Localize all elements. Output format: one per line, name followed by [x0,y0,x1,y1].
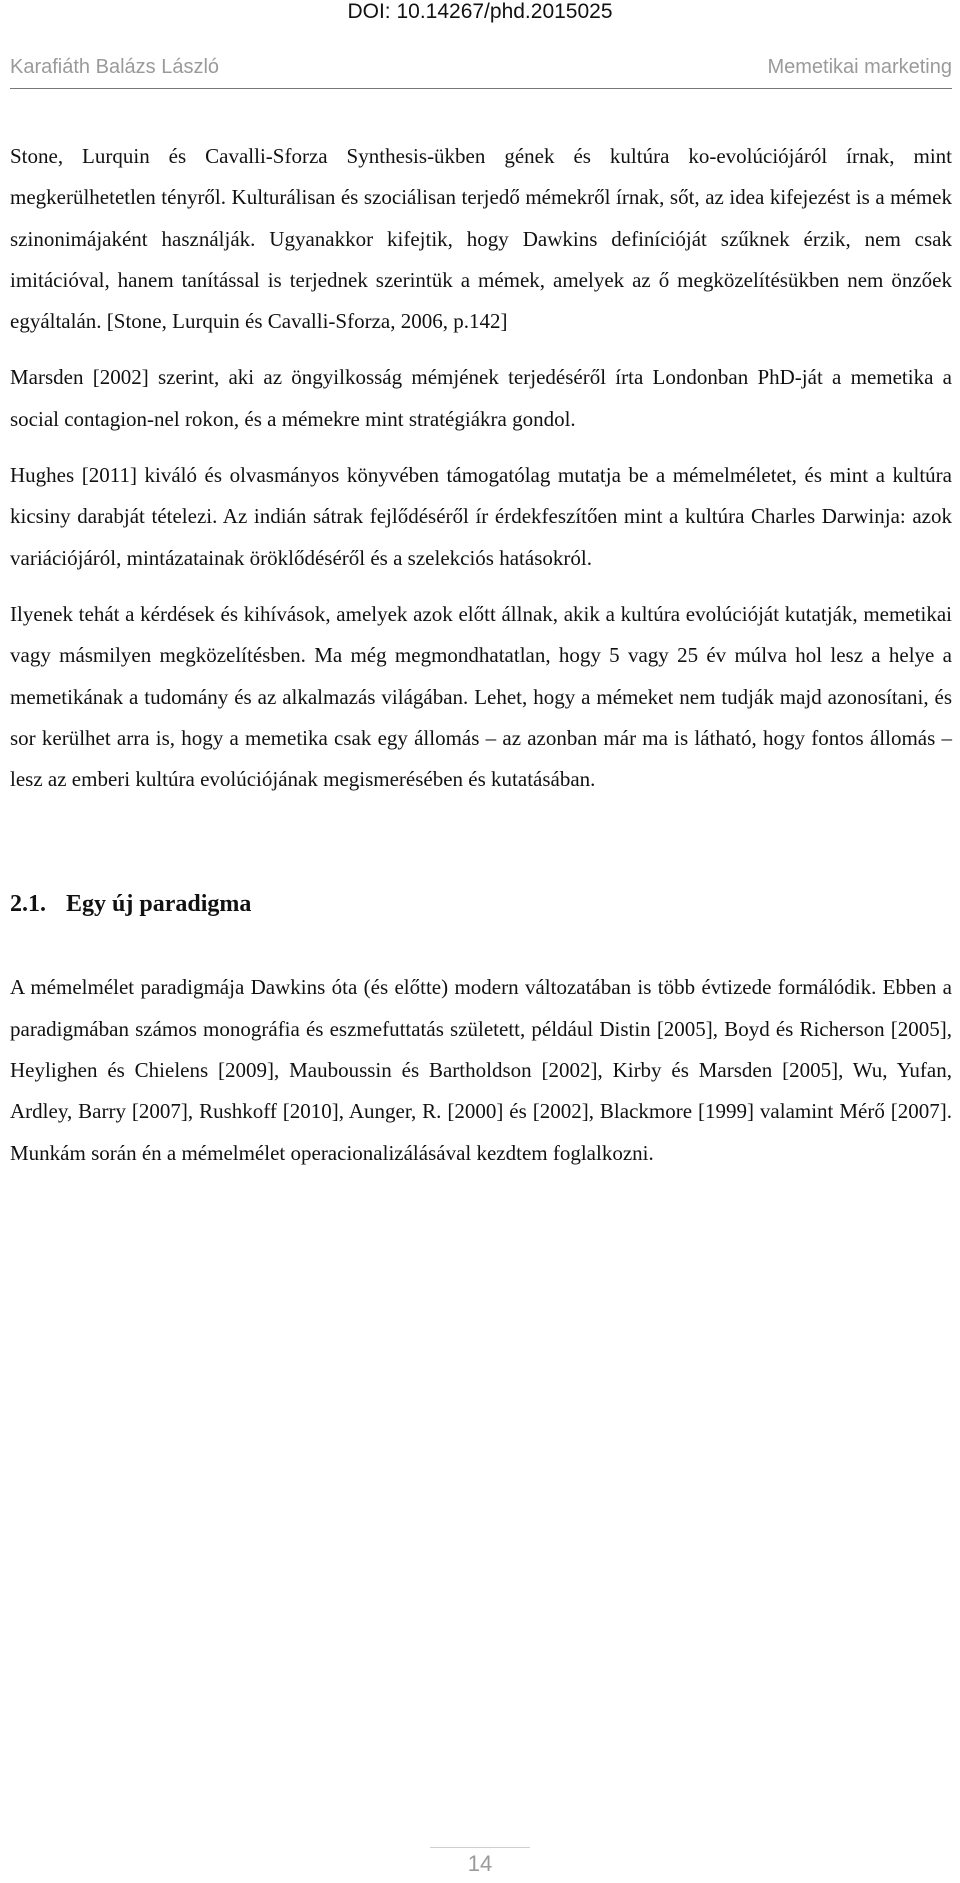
paragraph-hughes: Hughes [2011] kiváló és olvasmányos könyvében támogatólag mutatja be a mémelméletet, és mint a kultúra kicsiny darabját tételezi. Az indián sátrak fejlődéséről ír érdekfeszítően mint a kultúra Charles Darwinja: azok variációjáról, mintázatainak öröklődéséről és a szelekciós hatásokról. [10,463,952,570]
section-title: Egy új paradigma [66,891,252,918]
page-body [10,136,952,1174]
paragraph-challenges: Ilyenek tehát a kérdések és kihívások, amelyek azok előtt állnak, akik a kultúra evolúcióját kutatják, memetikai vagy másmilyen megközelítésben. Ma még megmondhatatlan, hogy 5 vagy 25 év múlva hol lesz a helye a memetikának a tudomány és az alkalmazás világában. Lehet, hogy a mémeket nem tudják majd azonosítani, és sor kerülhet arra is, hogy a memetika csak egy állomás – az azonban már ma is látható, hogy fontos állomás – lesz az emberi kultúra evolúciójának megismerésében és kutatásában. [10,601,952,792]
section-heading [10,884,952,924]
footer-divider [430,1847,530,1848]
paragraph-stone-lurquin: Stone, Lurquin és Cavalli-Sforza Synthesis-ükben gének és kultúra ko-evolúciójáról írnak, mint megkerülhetetlen tényről. Kulturálisan és szociálisan terjedő mémekről írnak, sőt, az idea kifejezést is a mémek szinonimájaként használják. Ugyanakkor kifejtik, hogy Dawkins definícióját szűknek érzik, nem csak imitációval, hanem tanítással is terjednek szerintük a mémek, amelyek az ő megközelítésükben nem önzőek egyáltalán. [Stone, Lurquin és Cavalli-Sforza, 2006, p.142] [10,144,952,334]
running-header [10,56,952,89]
header-author: Karafiáth Balázs László [10,56,220,78]
doi-line: DOI: 10.14267/phd.2015025 [347,0,613,23]
page-number: 14 [467,1851,493,1876]
paragraph-marsden: Marsden [2002] szerint, aki az öngyilkosság mémjének terjedéséről írta Londonban PhD-ját a memetika a social contagion-nel rokon, és a mémekre mint stratégiákra gondol. [10,365,952,431]
header-title: Memetikai marketing [767,56,952,78]
section-number: 2.1. [10,891,46,918]
paragraph-paradigm: A mémelmélet paradigmája Dawkins óta (és előtte) modern változatában is több évtizede formálódik. Ebben a paradigmában számos monográfia és eszmefuttatás született, például Distin [2005], Boyd és Richerson [2005], Heylighen és Chielens [2009], Mauboussin és Bartholdson [2002], Kirby és Marsden [2005], Wu, Yufan, Ardley, Barry [2007], Rushkoff [2010], Aunger, R. [2000] és [2002], Blackmore [1999] valamint Mérő [2007]. Munkám során én a mémelmélet operacionalizálásával kezdtem foglalkozni. [10,975,952,1165]
